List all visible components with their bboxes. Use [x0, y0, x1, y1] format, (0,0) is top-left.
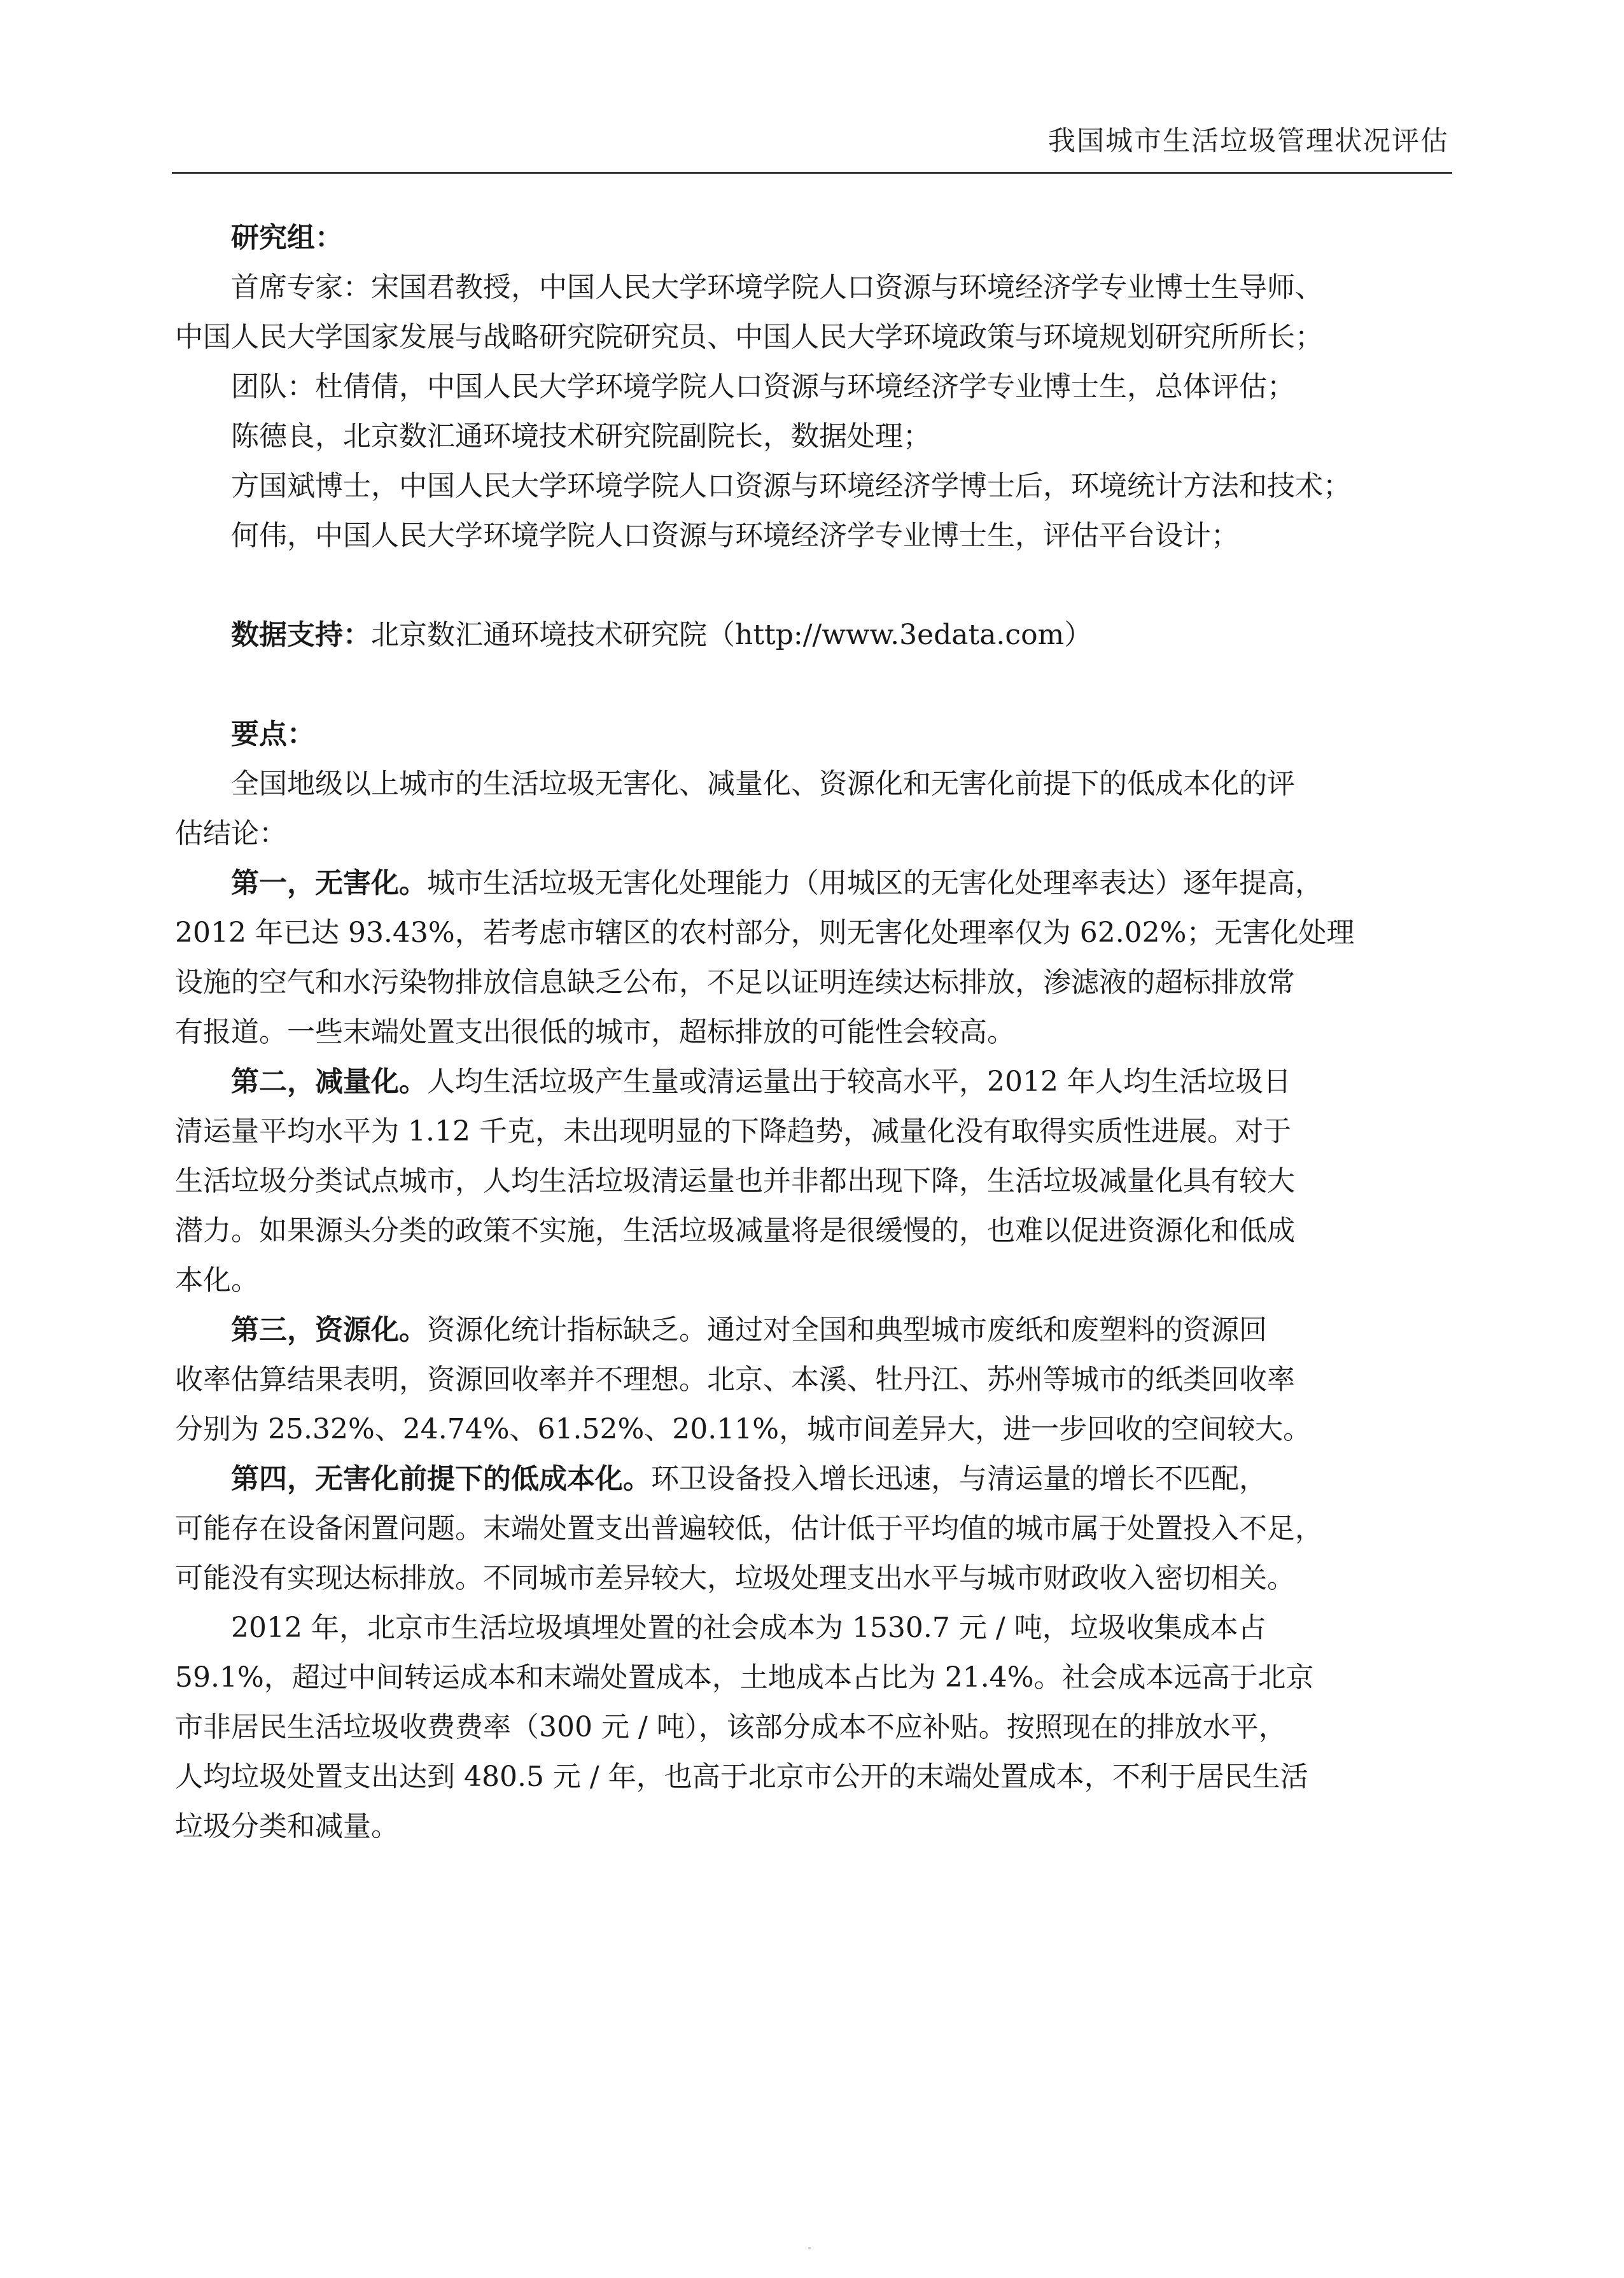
- point-3-text: 资源化统计指标缺乏。通过对全国和典型城市废纸和废塑料的资源回: [427, 1314, 1267, 1346]
- point-4-line: 可能没有实现达标排放。不同城市差异较大，垃圾处理支出水平与城市财政收入密切相关。: [175, 1562, 1295, 1594]
- point-2-line: 清运量平均水平为 1.12 千克，未出现明显的下降趋势，减量化没有取得实质性进展。对于: [175, 1115, 1291, 1148]
- point-1-first-line: [175, 859, 1448, 908]
- point-5-first-line: 2012 年，北京市生活垃圾填埋处置的社会成本为 1530.7 元 / 吨，垃圾收集成本占: [231, 1612, 1266, 1644]
- data-support: [175, 610, 1448, 660]
- point-1-line: 设施的空气和水污染物排放信息缺乏公布，不足以证明连续达标排放，渗滤液的超标排放常: [175, 966, 1295, 999]
- research-group-line: 陈德良，北京数汇通环境技术研究院副院长，数据处理；: [231, 420, 931, 453]
- point-2-lead: 第二，减量化。: [231, 1065, 427, 1098]
- point-4-text: 环卫设备投入增长迅速，与清运量的增长不匹配，: [651, 1463, 1267, 1495]
- data-support-label: 数据支持：: [231, 619, 371, 651]
- point-1-lead: 第一，无害化。: [231, 867, 427, 899]
- research-group-heading: 研究组：: [231, 221, 343, 254]
- spacer: [175, 561, 1448, 610]
- page-body: [175, 213, 1448, 1852]
- research-group-line: 方国斌博士，中国人民大学环境学院人口资源与环境经济学博士后，环境统计方法和技术；: [231, 470, 1351, 502]
- point-1-line: 有报道。一些末端处置支出很低的城市，超标排放的可能性会较高。: [175, 1016, 1015, 1048]
- point-1-text: 城市生活垃圾无害化处理能力（用城区的无害化处理率表达）逐年提高，: [427, 867, 1323, 899]
- research-group-line: 中国人民大学国家发展与战略研究院研究员、中国人民大学环境政策与环境规划研究所所长；: [175, 321, 1323, 353]
- key-points-intro-line: 全国地级以上城市的生活垃圾无害化、减量化、资源化和无害化前提下的低成本化的评: [231, 768, 1295, 800]
- research-group-line: 首席专家：宋国君教授，中国人民大学环境学院人口资源与环境经济学专业博士生导师、: [231, 271, 1323, 304]
- point-3-line: 收率估算结果表明，资源回收率并不理想。北京、本溪、牡丹江、苏州等城市的纸类回收率: [175, 1363, 1295, 1396]
- point-5-line: 人均垃圾处置支出达到 480.5 元 / 年，也高于北京市公开的末端处置成本，不利于居民生活: [175, 1761, 1308, 1793]
- point-4-line: 可能存在设备闲置问题。末端处置支出普遍较低，估计低于平均值的城市属于处置投入不足，: [175, 1512, 1323, 1545]
- data-support-text: 北京数汇通环境技术研究院（http://www.3edata.com）: [371, 619, 1093, 651]
- point-5-line: 垃圾分类和减量。: [175, 1810, 399, 1843]
- point-5-line: 市非居民生活垃圾收费费率（300 元 / 吨），该部分成本不应补贴。按照现在的排放水平，: [175, 1711, 1287, 1743]
- point-2-line: 潜力。如果源头分类的政策不实施，生活垃圾减量将是很缓慢的，也难以促进资源化和低成: [175, 1214, 1295, 1247]
- point-3-first-line: [175, 1305, 1448, 1355]
- page-dot: [808, 2247, 811, 2249]
- key-points-intro-line: 估结论：: [175, 817, 287, 850]
- point-2-first-line: [175, 1057, 1448, 1107]
- point-2-line: 生活垃圾分类试点城市，人均生活垃圾清运量也并非都出现下降，生活垃圾减量化具有较大: [175, 1165, 1295, 1197]
- point-4-lead: 第四，无害化前提下的低成本化。: [231, 1463, 651, 1495]
- point-3-line: 分别为 25.32%、24.74%、61.52%、20.11%，城市间差异大，进一步回收的空间较大。: [175, 1413, 1312, 1445]
- point-1-line: 2012 年已达 93.43%，若考虑市辖区的农村部分，则无害化处理率仅为 62.02%；无害化处理: [175, 917, 1355, 949]
- point-4-first-line: [175, 1454, 1448, 1504]
- point-3-lead: 第三，资源化。: [231, 1314, 427, 1346]
- point-2-text: 人均生活垃圾产生量或清运量出于较高水平，2012 年人均生活垃圾日: [427, 1065, 1291, 1098]
- point-5-line: 59.1%，超过中间转运成本和末端处置成本，土地成本占比为 21.4%。社会成本远高于北京: [175, 1661, 1314, 1694]
- key-points-heading: 要点：: [231, 718, 315, 750]
- point-2-line: 本化。: [175, 1264, 259, 1297]
- running-header-title: 我国城市生活垃圾管理状况评估: [1048, 125, 1449, 157]
- research-group-line: 何伟，中国人民大学环境学院人口资源与环境经济学专业博士生，评估平台设计；: [231, 519, 1239, 552]
- header-divider: [172, 172, 1452, 174]
- spacer: [175, 660, 1448, 710]
- research-group-line: 团队：杜倩倩，中国人民大学环境学院人口资源与环境经济学专业博士生，总体评估；: [231, 370, 1295, 403]
